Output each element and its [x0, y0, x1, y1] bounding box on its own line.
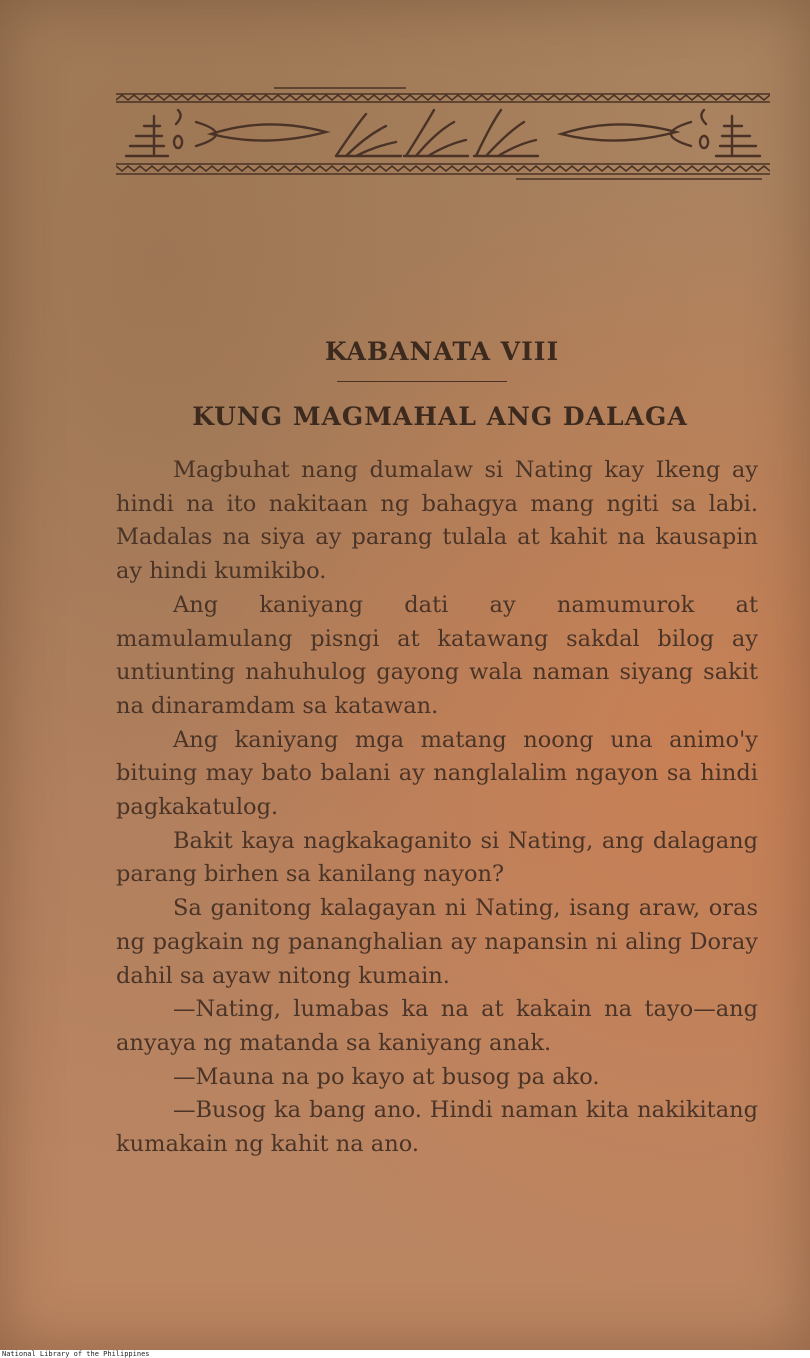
paragraph: —Nating, lumabas ka na at kakain na tayo—ang anyaya ng matanda sa kaniyang anak. [116, 996, 758, 1056]
paragraph: Ang kaniyang mga matang noong una animo'y bituing may bato balani ay nanglalalim ngayon sa hindi pagkakatulog. [116, 726, 758, 821]
decorative-header-band-icon [116, 86, 770, 180]
paragraph: Ang kaniyang dati ay namumurok at mamulamulang pisngi at katawang sakdal bilog ay untiunting nahuhulog gayong wala naman siyang sakit na dinaramdam sa katawan. [116, 591, 758, 719]
chapter-body [116, 454, 758, 1162]
paragraph: —Busog ka bang ano. Hindi naman kita nakikitang kumakain ng kahit na ano. [116, 1097, 758, 1158]
chapter-heading: KABANATA VIII [324, 337, 560, 366]
chapter-title: KUNG MAGMAHAL ANG DALAGA [192, 402, 688, 431]
paragraph: Magbuhat nang dumalaw si Nating kay Ikeng ay hindi na ito nakitaan ng bahagya mang ngiti sa labi. Madalas na siya ay parang tulala at kahit na kausapin ay hindi kumikibo. [116, 457, 758, 585]
heading-divider [337, 381, 507, 382]
paragraph: —Mauna na po kayo at busog pa ako. [173, 1063, 600, 1090]
library-credit: National Library of the Philippines [2, 1350, 150, 1358]
paragraph: Bakit kaya nagkakaganito si Nating, ang dalagang parang birhen sa kanilang nayon? [116, 827, 758, 888]
paragraph: Sa ganitong kalagayan ni Nating, isang araw, oras ng pagkain ng pananghalian ay napansin ni aling Doray dahil sa ayaw nitong kumain. [116, 895, 758, 989]
